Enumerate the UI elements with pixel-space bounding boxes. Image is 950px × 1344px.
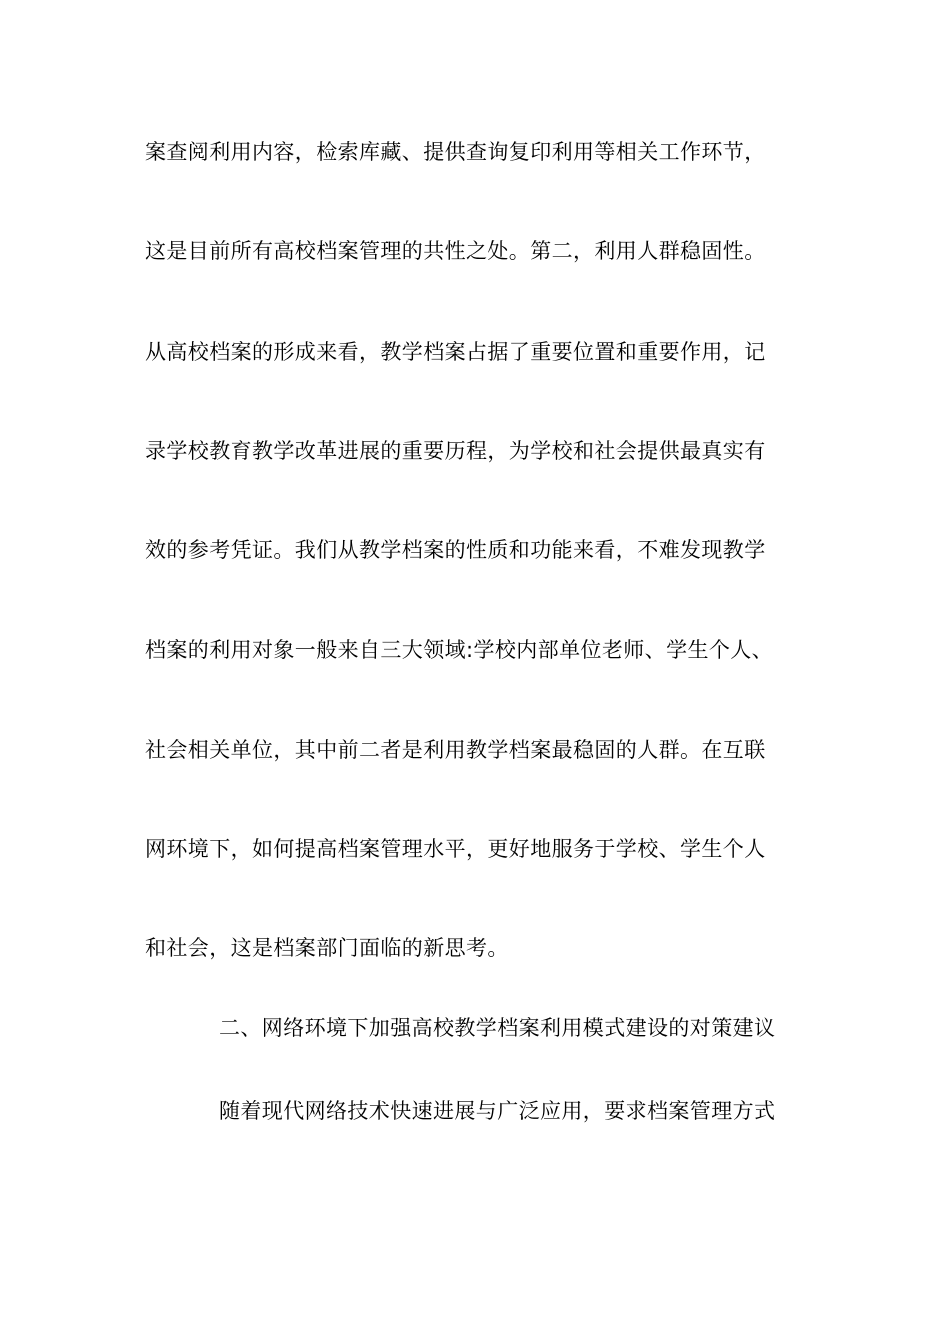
body-text-line: 档案的利用对象一般来自三大领域:学校内部单位老师、学生个人、: [145, 638, 774, 662]
body-text-line: 和社会，这是档案部门面临的新思考。: [145, 936, 509, 960]
section-heading: 二、网络环境下加强高校教学档案利用模式建设的对策建议: [219, 1016, 776, 1040]
body-text-line: 录学校教育教学改革进展的重要历程，为学校和社会提供最真实有: [145, 439, 766, 463]
body-text-line: 效的参考凭证。我们从教学档案的性质和功能来看，不难发现教学: [145, 538, 766, 562]
body-text-line: 社会相关单位，其中前二者是利用教学档案最稳固的人群。在互联: [145, 738, 766, 762]
paragraph-first-line: 随着现代网络技术快速进展与广泛应用，要求档案管理方式: [219, 1099, 776, 1123]
body-text-line: 网环境下，如何提高档案管理水平，更好地服务于学校、学生个人: [145, 837, 766, 861]
body-text-line: 案查阅利用内容，检索库藏、提供查询复印利用等相关工作环节，: [145, 140, 766, 164]
body-text-line: 这是目前所有高校档案管理的共性之处。第二，利用人群稳固性。: [145, 239, 766, 263]
body-text-line: 从高校档案的形成来看，教学档案占据了重要位置和重要作用，记: [145, 340, 766, 364]
